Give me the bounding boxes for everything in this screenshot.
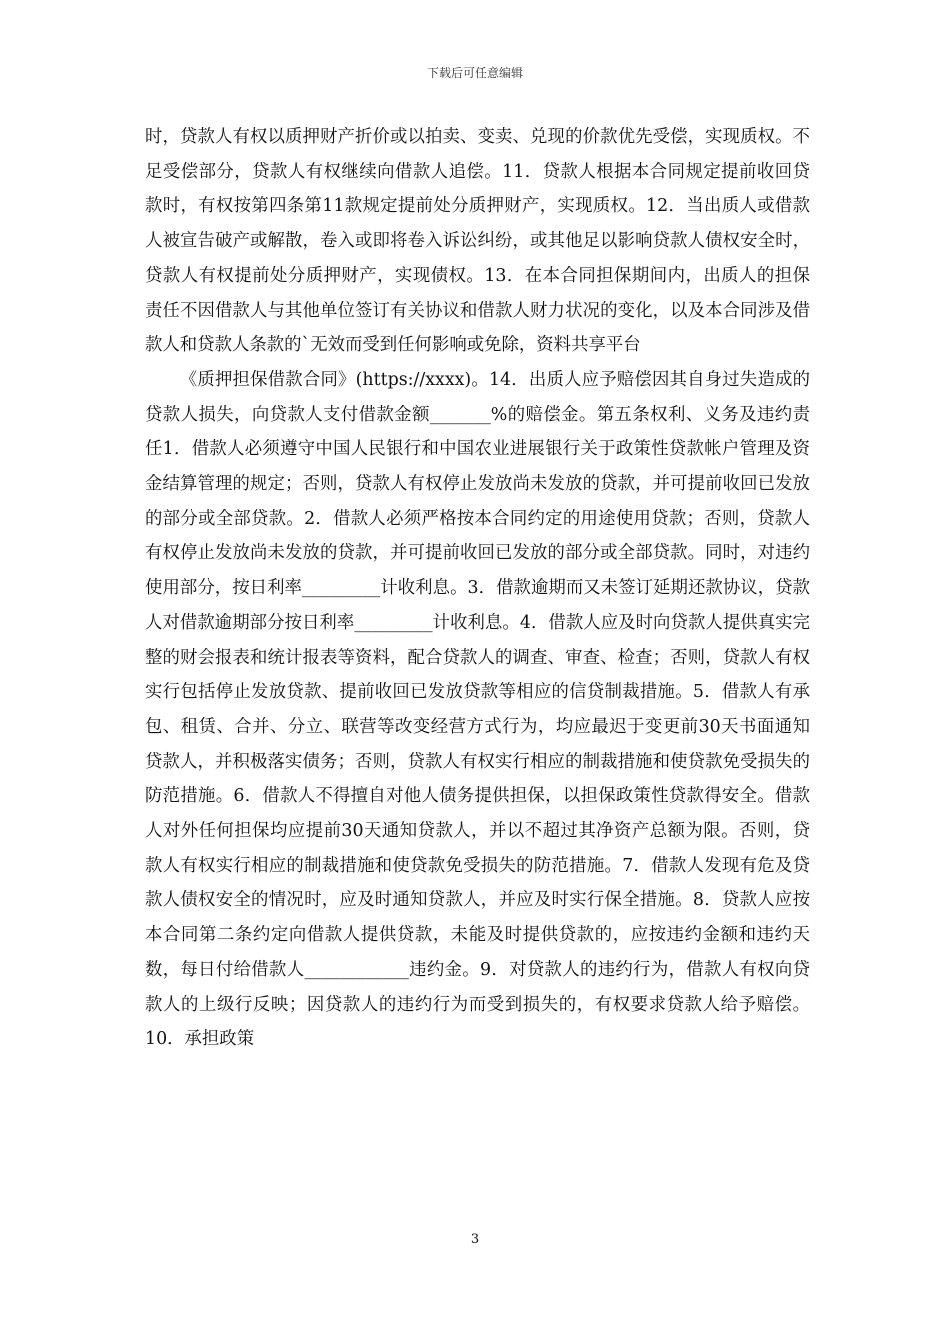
document-body [145, 120, 810, 1057]
paragraph: 时，贷款人有权以质押财产折价或以拍卖、变卖、兑现的价款优先受偿，实现质权。不足受偿部分，贷款人有权继续向借款人追偿。11．贷款人根据本合同规定提前收回贷款时，有权按第四条第11款规定提前处分质押财产，实现质权。12．当出质人或借款人被宣告破产或解散，卷入或即将卷入诉讼纠纷，或其他足以影响贷款人债权安全时，贷款人有权提前处分质押财产，实现债权。13．在本合同担保期间内，出质人的担保责任不因借款人与其他单位签订有关协议和借款人财力状况的变化，以及本合同涉及借款人和贷款人条款的`无效而受到任何影响或免除，资料共享平台 [145, 127, 810, 356]
page-number: 3 [470, 1232, 480, 1247]
paragraph: 《质押担保借款合同》(https://xxxx)。14．出质人应予赔偿因其自身过失造成的贷款人损失，向贷款人支付借款金额_______%的赔偿金。第五条权利、义务及违约责任1．借款人必须遵守中国人民银行和中国农业进展银行关于政策性贷款帐户管理及资金结算管理的规定；否则，贷款人有权停止发放尚未发放的贷款，并可提前收回已发放的部分或全部贷款。2．借款人必须严格按本合同约定的用途使用贷款；否则，贷款人有权停止发放尚未发放的贷款，并可提前收回已发放的部分或全部贷款。同时，对违约使用部分，按日利率_________计收利息。3．借款逾期而又未签订延期还款协议，贷款人对借款逾期部分按日利率_________计收利息。4．借款人应及时向贷款人提供真实完整的财会报表和统计报表等资料，配合贷款人的调查、审查、检查；否则，贷款人有权实行包括停止发放贷款、提前收回已发放贷款等相应的信贷制裁措施。5．借款人有承包、租赁、合并、分立、联营等改变经营方式行为，均应最迟于变更前30天书面通知贷款人，并积极落实债务；否则，贷款人有权实行相应的制裁措施和使贷款免受损失的防范措施。6．借款人不得擅自对他人债务提供担保，以担保政策性贷款得安全。借款人对外任何担保均应提前30天通知贷款人，并以不超过其净资产总额为限。否则，贷款人有权实行相应的制裁措施和使贷款免受损失的防范措施。7．借款人发现有危及贷款人债权安全的情况时，应及时通知贷款人，并应及时实行保全措施。8．贷款人应按本合同第二条约定向借款人提供贷款，未能及时提供贷款的，应按违约金额和违约天数，每日付给借款人____________违约金。9．对贷款人的违约行为，借款人有权向贷款人的上级行反映；因贷款人的违约行为而受到损失的，有权要求贷款人给予赔偿。10．承担政策 [145, 369, 810, 1050]
page-header: 下载后可任意编辑 [426, 66, 523, 80]
